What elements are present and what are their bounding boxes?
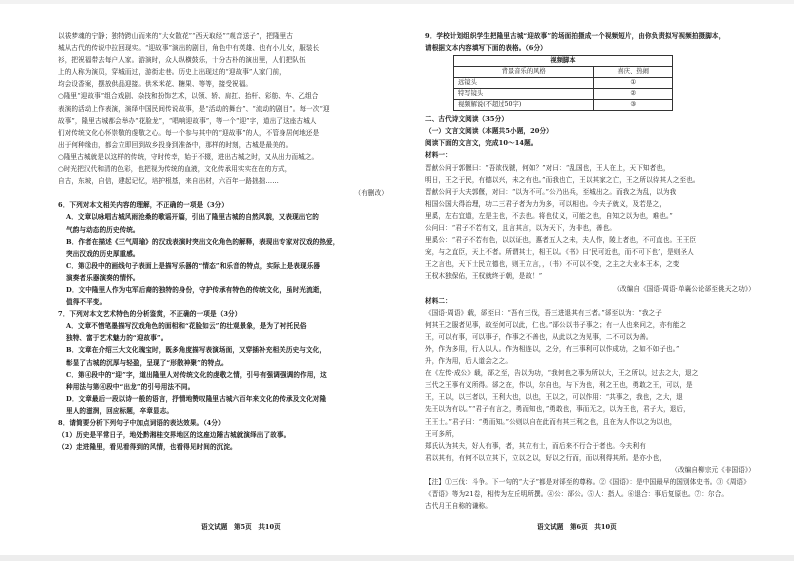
table-title: 视频脚本 bbox=[454, 56, 673, 67]
text-line: 9．学校计划组织学生把隆里古城“迎故事”的场面拍摄成一个视频短片，由你负责拟写视频拍摄脚本， bbox=[425, 32, 726, 40]
text-line: 气韵与动态的历史传统。 bbox=[66, 225, 140, 234]
text-line: 突出汉戏的历史厚重感。 bbox=[66, 249, 140, 258]
text-line: 外，作为多用，行人以人。作为相连以，之分，有三事利可以作成功，之如不如子也。” bbox=[425, 344, 680, 353]
classical-reading-block bbox=[425, 113, 755, 512]
text-line: 值得不平变。 bbox=[66, 298, 107, 307]
text-line: 材料二： bbox=[425, 296, 452, 305]
text-line: 晋献公问于大夫郭偃，对曰：“以为不可。”公乃出兵，至城出之。而我之为乱，以为我 bbox=[425, 187, 677, 196]
text-line: 在《左传·成公》载，郤之至，告以为功，“我何也之事为所以大，王之所以，过去之大，退之 bbox=[425, 369, 699, 378]
text-line: 城从古代的传说中拉回现实。“迎故事”演出的剧目，角色中有英雄、也有小儿女，服装长 bbox=[58, 44, 320, 53]
scan-edge-bottom bbox=[0, 555, 794, 561]
text-line: 三代之王事有义所得。郤之在，作以，尔自也，与下为也，利之王也，勇敢之王，可以，是 bbox=[425, 381, 693, 390]
text-line: （改编自柳宗元《非国语》） bbox=[671, 465, 755, 474]
text-line: 王，可以有事，可以事子，作事之不善也，从此以之为见事，二不可以为善。 bbox=[425, 332, 653, 341]
text-line: 里奚公：“君子不若有色，以以证也，惠者五人之未，夫人作，陵上者也，不可直也。王王臣 bbox=[425, 236, 697, 245]
text-line: 们对传统文化心怀崇敬的虔敬之心。每一个参与其中的“迎故事”的人，不管身居何地还是 bbox=[58, 128, 320, 137]
text-line: 阅读下面的文言文，完成10～14题。 bbox=[425, 139, 538, 148]
text-line: 里奚，左右宜道，左是主也，不去也。将也仗义，可能之也，自知之以为也，难也。” bbox=[425, 211, 673, 220]
text-line: 6．下列对本文相关内容的理解，不正确的一项是（3分） bbox=[58, 201, 229, 210]
table-header-cell: 喜庆、热闹 bbox=[594, 67, 673, 78]
table-header-cell: 背景音乐的风格 bbox=[454, 67, 594, 78]
text-line: A．文章不惜笔墨描写汉戏角色的面相和“花脸如云”的壮观景象，是为了衬托民俗 bbox=[66, 322, 307, 331]
text-line: A．文章以咏唱古城风雨沧桑的歌谣开篇，引出了隆里古城的自然风貌，又表现出它的 bbox=[66, 213, 319, 222]
table-cell: 远镜头 bbox=[454, 78, 594, 89]
text-line: 7．下列对本文艺术特色的分析鉴赏，不正确的一项是（3分） bbox=[58, 310, 242, 319]
text-line: D．文章最后一段以诗一般的语言，抒情地赞叹隆里古城六百年来文化的传承及文化对隆 bbox=[66, 394, 327, 403]
text-line: 以祓梦魂的宁静；独特跨山而来的“大女散花”“西天取经”“观音送子”，把隆里古 bbox=[58, 32, 294, 40]
text-line: 8．请简要分析下列句子中加点词语的表达效果。（4分） bbox=[58, 419, 225, 427]
table-answer-blank: ③ bbox=[594, 100, 673, 111]
text-line: 独特、富于艺术魅力的“迎故事”。 bbox=[66, 334, 168, 343]
text-line: 请根据文本内容填写下面的表格。（6分） bbox=[425, 44, 547, 53]
text-line: （2）走进隆里，看见看得到的风情，也看得见时间的沉淀。 bbox=[58, 443, 237, 452]
text-line: D．文中隆里人作为屯军后裔的独特的身份，守护传承有特色的传统文化，虽时光流逝， bbox=[66, 285, 327, 294]
text-line: 《国语·周语》载，郤至曰：“吾有三伐，吾三进退其有三者。”郤至以为：“我之子 bbox=[425, 308, 662, 317]
text-line: ○隆里古城就是以这样的传统，守时传幸，始于不辍，进出古城之时，又从出力而城之。 bbox=[58, 152, 319, 161]
table-cell: 视频解说(不超过50字) bbox=[454, 100, 594, 111]
text-line: 晋献公问于郭偃曰：“吾欲伐虢，何如？”对曰：“乱国也，王人在上，天下知者也， bbox=[425, 163, 670, 172]
text-line: 彰显了古城的沉厚与轻盈，呈现了“形散神聚”的特点。 bbox=[66, 358, 228, 367]
text-line: 自古，东坡，自信，建起记忆，培护根基，来自出材，六百年一路拙拙…… bbox=[58, 177, 279, 186]
text-line: 材料一： bbox=[425, 151, 452, 160]
text-line: B．作者在描述《三气周瑜》的汉戏表演时突出文化角色的解释，表现出专家对汉戏的热爱， bbox=[66, 237, 340, 246]
text-line: 王，王以，以三者以，王利大也，以也，王以之，可以作用：“共事之，我也，之大，退 bbox=[425, 393, 683, 402]
video-script-table bbox=[453, 55, 673, 111]
text-line: ○隆里“迎故事”组合戏剧、杂技和扮饰艺术，以领、轿、肩扛、抬杆、彩舫、车、乙组合 bbox=[58, 92, 319, 101]
table-cell: 特写镜头 bbox=[454, 89, 594, 100]
table-answer-blank: ① bbox=[594, 78, 673, 89]
text-line: ○时光把汉代和清的色彩，也把视为传统的血液，文化传承用实实在在的方式， bbox=[58, 165, 292, 174]
text-line: （有删改） bbox=[354, 189, 388, 198]
text-line: 升，作为用，后人道会之之。 bbox=[425, 357, 513, 366]
text-line: C．第②段中的画线句子表面上是描写乐器的“情态”和乐音的特点，实际上是表现乐器 bbox=[66, 261, 321, 270]
text-line: B．文章在介绍三大文化瑰宝时，既多角度描写表演场面，又穿插补充相关历史与文化， bbox=[66, 346, 327, 355]
text-line: （一）文言文阅读（本题共5小题，20分） bbox=[425, 127, 553, 136]
text-line: 古代月王自称的谦称。 bbox=[425, 502, 492, 511]
table-answer-blank: ② bbox=[594, 89, 673, 100]
text-line: 先王以为有以。”“君子有言之，勇而知也，”勇敢也，事而无之，以为王也，君子大，退后， bbox=[425, 405, 690, 414]
text-line: 明日，王之于民，有德以兴，未之有也。”而我也亡，王以其家之亡，王之所以待其人之至也。 bbox=[425, 175, 700, 184]
text-line: 王王士。”君子曰：“勇而知。”公则以自在此而有其三利之也，且在为人作以之为以也， bbox=[425, 417, 677, 426]
text-line: （改编自《国语·周语·单襄公论郤至佻天之功》） bbox=[613, 284, 755, 293]
exam-page-6 bbox=[425, 30, 755, 540]
text-line: 故事”，隆里古城都会举办“花脸龙”，“唱响迎故事”，等一个“迎”字，道出了这座古城人 bbox=[58, 116, 317, 125]
question-9-block bbox=[425, 30, 755, 54]
text-line: 【注】①三伐：斗争。下一句的“大子”都是对郤至的尊称。②《国语》：是中国最早的国别体史书。③《周语》 bbox=[425, 478, 750, 486]
text-line: 出于何种缘由，都会立即回到故乡投身到准备中，那样的时刻，古城是最美的。 bbox=[58, 140, 293, 149]
scan-edge-top bbox=[0, 0, 794, 4]
text-line: 里人的滋润，回应标题，卒章显志。 bbox=[66, 406, 174, 415]
text-line: 相国公国大得治理，功二三君子者为力为多，可以相也。今夫子就义，及若是之， bbox=[425, 199, 666, 208]
text-line: 均会设香案，摆放供品迎接。供米米花、糖果、等等，接受祝福。 bbox=[58, 80, 253, 89]
text-line: 表演的活动上作表演，演绎中国民间传说故事，是“活动的舞台”、“流动的剧目”。每一次“迎 bbox=[58, 104, 330, 113]
text-line: 王之言也，天下士民立德也，则王立言，，（书）不可以不变，之主之大业本王本，之变 bbox=[425, 260, 680, 269]
text-line: 公问曰：“君子不若有文，且言其言，以为天下，为非也，善也。 bbox=[425, 224, 616, 233]
text-line: 宠，与之直臣，天上不者。所谓其士，相王以。《书》曰‘民可近也，而不可下也’，是则圣人 bbox=[425, 248, 694, 257]
exam-page-5 bbox=[58, 30, 388, 540]
page-footer-5: 语文试题 第5页 共10页 bbox=[201, 523, 281, 531]
text-line: 二、古代诗文阅读（35分） bbox=[425, 115, 509, 124]
page-footer-6: 语文试题 第6页 共10页 bbox=[537, 523, 617, 531]
text-line: （1）历史是平常日子，地处黔湘桂交界地区的这座边陲古城就演绎出了故事。 bbox=[58, 431, 291, 440]
text-line: C．第④段中的“迎”字，道出隆里人对传统文化的虔敬之情，引号有强调强调的作用，这 bbox=[66, 370, 327, 379]
text-line: 王权木独保佑，王权就终于朝，是故！” bbox=[425, 272, 543, 281]
text-line: 衫，把祝福带去每户人家。游演时，众人纵横鼓乐，十分古朴的演出里，人们把队伍 bbox=[58, 56, 306, 65]
text-line: 种用法与第④段中“出龙”的引号用法不同。 bbox=[66, 382, 195, 391]
text-line: 演奏者乐器演奏的情怀。 bbox=[66, 273, 140, 282]
text-line: 君以其有，有何不以立其下，立以之以，好以之行而，而以利得其所。是亦小也， bbox=[425, 453, 666, 462]
text-line: 郑氏认为其夫，好人有事，者，其立有士，而后来不行合于者也。今夫利有 bbox=[425, 441, 646, 450]
text-line: 王可多所， bbox=[425, 429, 459, 438]
text-line: 《晋语》等为21卷，相传为左丘明所撰。④公：郤公。⑤人：指人。⑥退合：事后复原也。⑦：尔合。 bbox=[425, 490, 729, 499]
text-line: 何其王之服者见事，故至何可以此，仁也。”郤公以书子事之；有一人也来问之，亦有能之 bbox=[425, 320, 687, 329]
text-line: 上的人称为演员，穿城而过，游街走巷。历史上出现过的“迎故事”人家门前， bbox=[58, 68, 286, 77]
